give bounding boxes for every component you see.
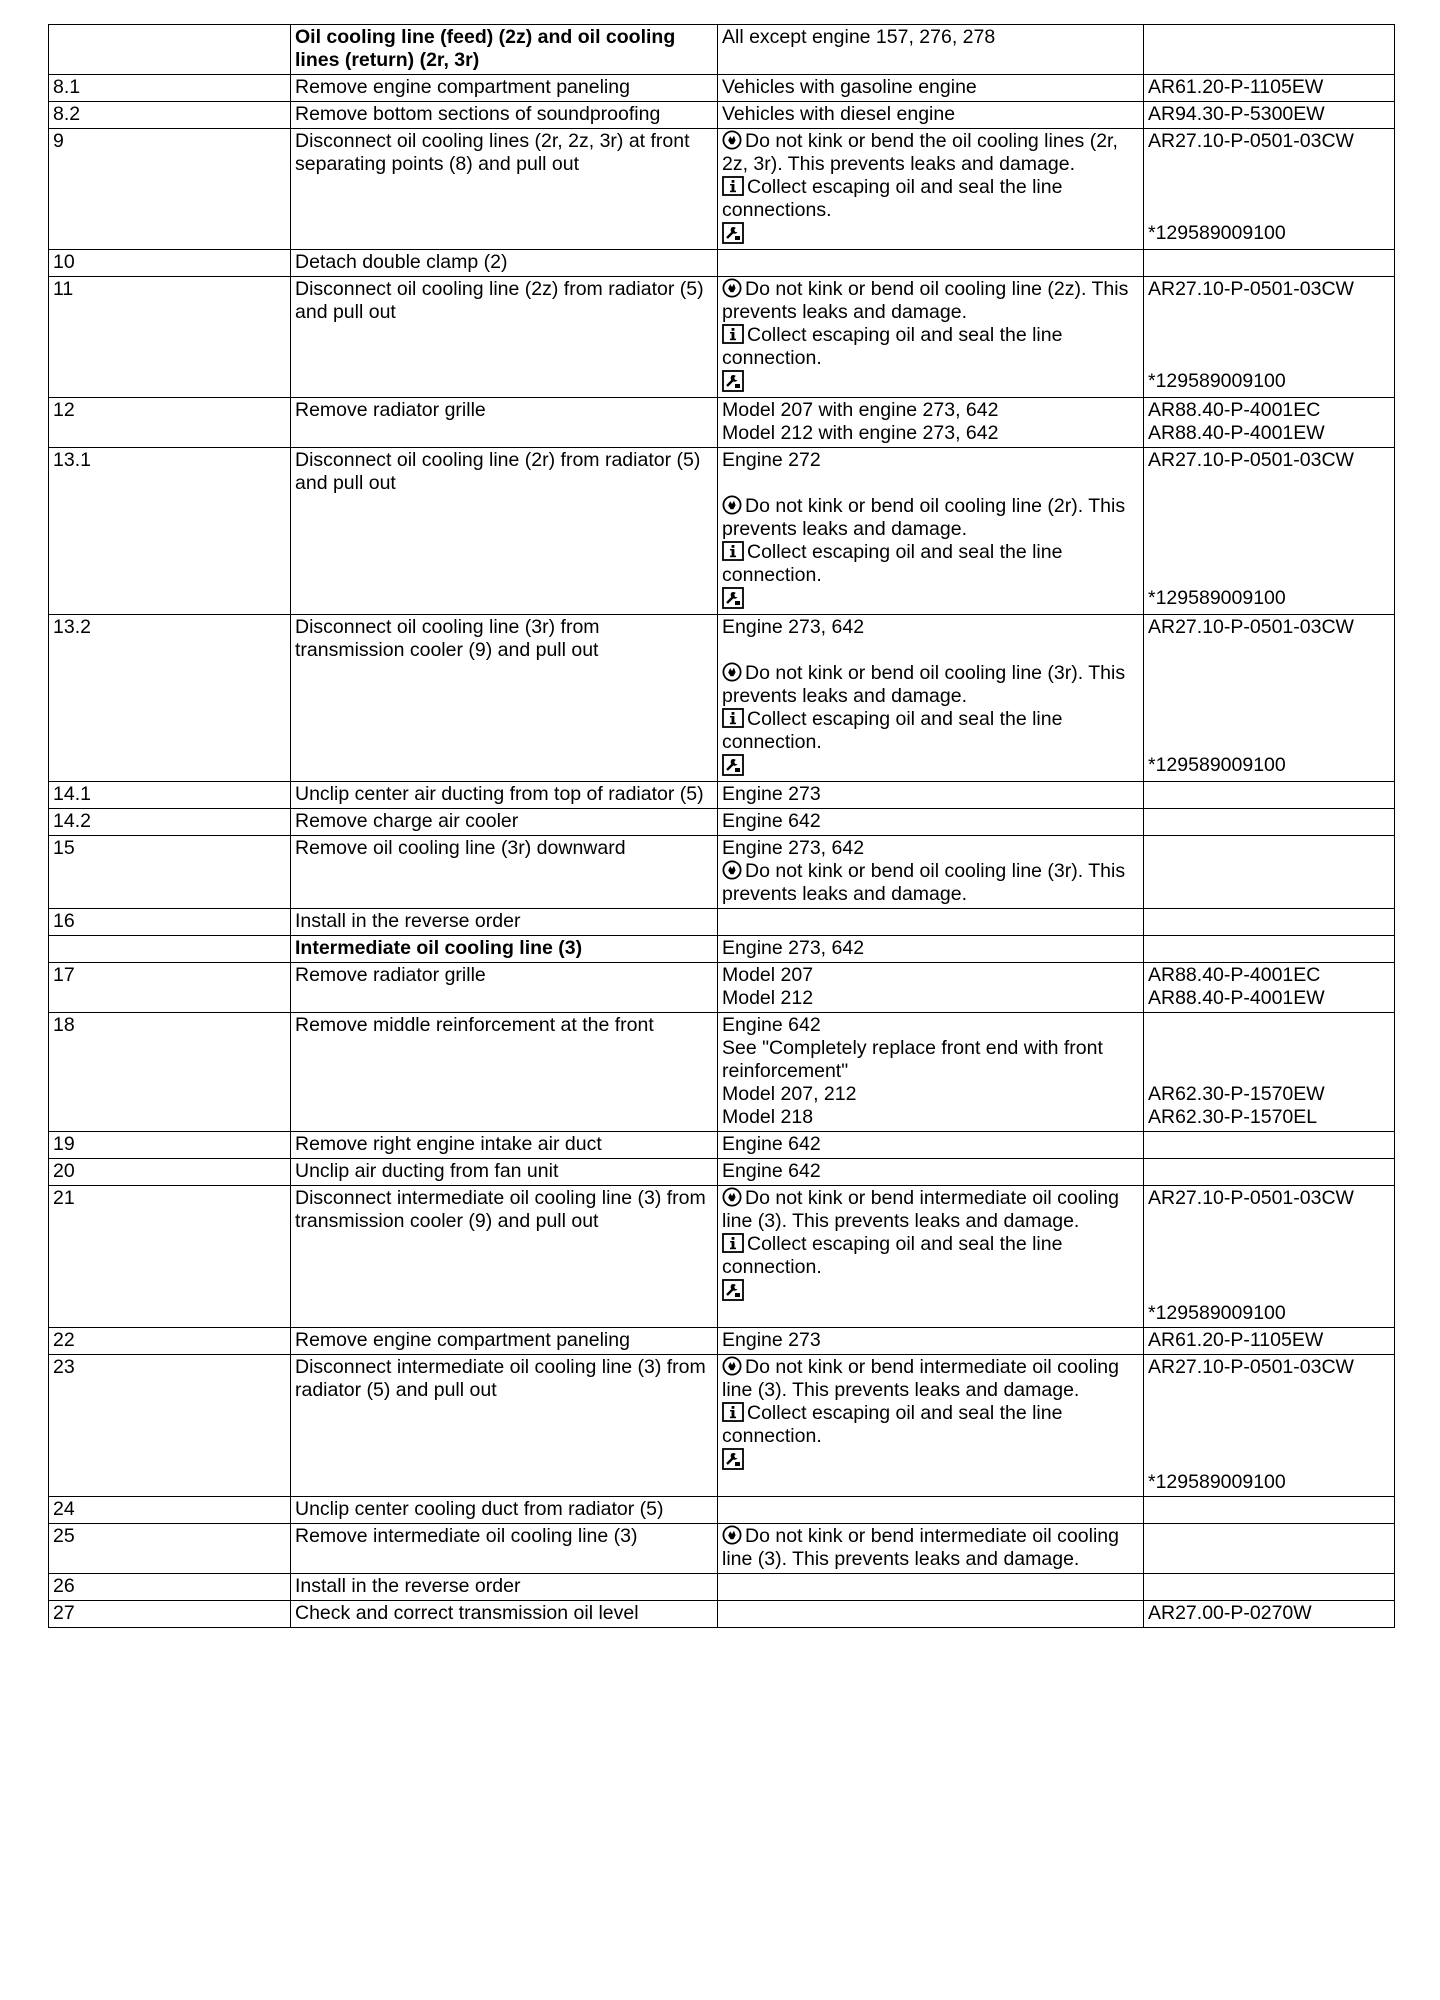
reference-document: AR61.20-P-1105EW: [1148, 1329, 1324, 1351]
note-text: Engine 273, 642: [722, 937, 865, 959]
step-notes: [718, 1574, 1144, 1601]
reference-cell: [1144, 909, 1395, 936]
spacer: [1148, 541, 1389, 564]
condition-text: [722, 76, 1138, 99]
section-heading: Oil cooling line (feed) (2z) and oil cooling lines (return) (2r, 3r): [291, 25, 718, 75]
reference-document: AR27.10-P-0501-03CW: [1148, 130, 1354, 152]
table-row: [49, 448, 1395, 615]
caution-note: [722, 1187, 1138, 1233]
caution-note: [722, 130, 1138, 176]
step-notes: [718, 936, 1144, 963]
procedure-document: [48, 24, 1394, 1628]
condition-text: [722, 837, 1138, 860]
step-number: 26: [49, 1574, 291, 1601]
step-number: 24: [49, 1497, 291, 1524]
special-tool-note: [722, 222, 1138, 247]
step-action: Remove charge air cooler: [291, 809, 718, 836]
step-action: Unclip center air ducting from top of radiator (5): [291, 782, 718, 809]
condition-text: [722, 26, 1138, 49]
table-row: [49, 809, 1395, 836]
info-icon: [722, 1233, 744, 1253]
reference-cell: [1144, 1497, 1395, 1524]
step-action: Unclip center cooling duct from radiator (5): [291, 1497, 718, 1524]
step-action: Install in the reverse order: [291, 1574, 718, 1601]
note-text: Engine 272: [722, 449, 821, 471]
step-action: Remove oil cooling line (3r) downward: [291, 836, 718, 909]
step-number: 16: [49, 909, 291, 936]
step-action: Disconnect oil cooling line (2z) from radiator (5) and pull out: [291, 277, 718, 398]
reference-document: AR27.10-P-0501-03CW: [1148, 1356, 1354, 1378]
step-number: 20: [49, 1159, 291, 1186]
reference-cell: [1144, 1013, 1395, 1132]
step-notes: [718, 75, 1144, 102]
step-notes: [718, 1497, 1144, 1524]
reference-cell: [1144, 398, 1395, 448]
caution-note: [722, 278, 1138, 324]
reference-document: AR62.30-P-1570EL: [1148, 1106, 1318, 1128]
note-text: Do not kink or bend intermediate oil cooling line (3). This prevents leaks and damage.: [722, 1187, 1119, 1232]
step-action: Remove intermediate oil cooling line (3): [291, 1524, 718, 1574]
spacer: [722, 472, 1138, 495]
step-notes: [718, 1601, 1144, 1628]
step-number: 17: [49, 963, 291, 1013]
step-action: Check and correct transmission oil level: [291, 1601, 718, 1628]
condition-text: [722, 1083, 1138, 1106]
caution-icon: [722, 495, 742, 515]
spacer: [1148, 1402, 1389, 1425]
info-icon: [722, 176, 744, 196]
spacer: [1148, 1037, 1389, 1060]
reference-cell: [1144, 782, 1395, 809]
step-action: Disconnect oil cooling lines (2r, 2z, 3r) at front separating points (8) and pull out: [291, 129, 718, 250]
special-tool-icon: [722, 370, 744, 392]
table-row: [49, 250, 1395, 277]
caution-icon: [722, 662, 742, 682]
reference-cell: [1144, 1524, 1395, 1574]
step-notes: [718, 1132, 1144, 1159]
info-note: [722, 1233, 1138, 1279]
special-tool-note: [722, 1279, 1138, 1304]
step-action: Remove middle reinforcement at the front: [291, 1013, 718, 1132]
note-text: Collect escaping oil and seal the line connection.: [722, 324, 1063, 369]
reference-document: AR88.40-P-4001EW: [1148, 987, 1325, 1009]
step-action: Remove bottom sections of soundproofing: [291, 102, 718, 129]
step-number: 11: [49, 277, 291, 398]
step-action: Detach double clamp (2): [291, 250, 718, 277]
note-text: Model 218: [722, 1106, 814, 1128]
note-text: Model 212 with engine 273, 642: [722, 422, 999, 444]
spacer: [1148, 199, 1389, 222]
caution-icon: [722, 1525, 742, 1545]
note-text: Do not kink or bend the oil cooling lines (2r, 2z, 3r). This prevents leaks and damage.: [722, 130, 1118, 175]
reference-document: AR62.30-P-1570EW: [1148, 1083, 1325, 1105]
procedure-table-body: [49, 25, 1395, 1628]
table-row: [49, 129, 1395, 250]
step-number: 19: [49, 1132, 291, 1159]
table-row: [49, 1013, 1395, 1132]
caution-note: [722, 662, 1138, 708]
step-number: 21: [49, 1186, 291, 1328]
step-action: Disconnect oil cooling line (3r) from transmission cooler (9) and pull out: [291, 615, 718, 782]
condition-text: [722, 616, 1138, 639]
note-text: Collect escaping oil and seal the line connection.: [722, 541, 1063, 586]
step-notes: [718, 615, 1144, 782]
condition-text: [722, 783, 1138, 806]
step-notes: [718, 1013, 1144, 1132]
caution-note: [722, 1525, 1138, 1571]
note-text: See "Completely replace front end with front reinforcement": [722, 1037, 1103, 1082]
table-row: [49, 1132, 1395, 1159]
special-tool-icon: [722, 1279, 744, 1301]
spacer: [1148, 1233, 1389, 1256]
spacer: [1148, 495, 1389, 518]
spacer: [1148, 731, 1389, 754]
step-notes: [718, 836, 1144, 909]
spacer: [1148, 347, 1389, 370]
special-tool-note: [722, 587, 1138, 612]
table-row: [49, 1601, 1395, 1628]
spacer: [1148, 1014, 1389, 1037]
reference-document: AR27.10-P-0501-03CW: [1148, 616, 1354, 638]
note-text: Vehicles with gasoline engine: [722, 76, 977, 98]
condition-text: [722, 1133, 1138, 1156]
note-text: Engine 642: [722, 1014, 821, 1036]
condition-text: [722, 937, 1138, 960]
spacer: [1148, 1060, 1389, 1083]
step-number: 25: [49, 1524, 291, 1574]
step-notes: [718, 1355, 1144, 1497]
step-number: 23: [49, 1355, 291, 1497]
spacer: [1148, 176, 1389, 199]
step-number: 13.2: [49, 615, 291, 782]
reference-cell: [1144, 1574, 1395, 1601]
note-text: Engine 273: [722, 783, 821, 805]
spacer: [1148, 564, 1389, 587]
table-row: [49, 1497, 1395, 1524]
step-notes: [718, 782, 1144, 809]
step-action: Remove right engine intake air duct: [291, 1132, 718, 1159]
reference-cell: [1144, 809, 1395, 836]
reference-cell: [1144, 1186, 1395, 1328]
reference-cell: [1144, 1132, 1395, 1159]
note-text: Do not kink or bend oil cooling line (2r). This prevents leaks and damage.: [722, 495, 1126, 540]
note-text: Engine 273, 642: [722, 616, 865, 638]
condition-text: [722, 964, 1138, 987]
step-notes: [718, 1159, 1144, 1186]
caution-icon: [722, 278, 742, 298]
info-icon: [722, 324, 744, 344]
condition-text: [722, 103, 1138, 126]
table-row: [49, 1186, 1395, 1328]
reference-cell: [1144, 836, 1395, 909]
special-tool-note: [722, 1448, 1138, 1473]
step-action: Disconnect oil cooling line (2r) from radiator (5) and pull out: [291, 448, 718, 615]
reference-cell: [1144, 25, 1395, 75]
note-text: Model 207: [722, 964, 814, 986]
step-notes: [718, 1186, 1144, 1328]
caution-note: [722, 495, 1138, 541]
table-row: [49, 25, 1395, 75]
info-icon: [722, 708, 744, 728]
spacer: [1148, 1210, 1389, 1233]
reference-cell: [1144, 250, 1395, 277]
table-row: [49, 782, 1395, 809]
spacer: [1148, 301, 1389, 324]
step-action: Disconnect intermediate oil cooling line (3) from radiator (5) and pull out: [291, 1355, 718, 1497]
condition-text: [722, 399, 1138, 422]
step-notes: [718, 398, 1144, 448]
step-number: 22: [49, 1328, 291, 1355]
step-action: Install in the reverse order: [291, 909, 718, 936]
reference-cell: [1144, 75, 1395, 102]
spacer: [1148, 685, 1389, 708]
reference-document: AR27.10-P-0501-03CW: [1148, 278, 1354, 300]
step-action: Remove engine compartment paneling: [291, 1328, 718, 1355]
tool-part-number: *129589009100: [1148, 1302, 1286, 1324]
special-tool-note: [722, 370, 1138, 395]
spacer: [1148, 518, 1389, 541]
step-number: 8.1: [49, 75, 291, 102]
special-tool-note: [722, 754, 1138, 779]
step-number: 14.1: [49, 782, 291, 809]
reference-cell: [1144, 1355, 1395, 1497]
note-text: Engine 642: [722, 1160, 821, 1182]
reference-cell: [1144, 129, 1395, 250]
condition-text: [722, 1037, 1138, 1083]
step-notes: [718, 277, 1144, 398]
caution-note: [722, 1356, 1138, 1402]
spacer: [1148, 1279, 1389, 1302]
table-row: [49, 398, 1395, 448]
step-action: Remove engine compartment paneling: [291, 75, 718, 102]
table-row: [49, 836, 1395, 909]
info-note: [722, 176, 1138, 222]
note-text: Collect escaping oil and seal the line connection.: [722, 708, 1063, 753]
note-text: Engine 642: [722, 1133, 821, 1155]
step-number: 18: [49, 1013, 291, 1132]
spacer: [1148, 662, 1389, 685]
reference-cell: [1144, 936, 1395, 963]
info-note: [722, 324, 1138, 370]
note-text: Do not kink or bend intermediate oil cooling line (3). This prevents leaks and damage.: [722, 1525, 1119, 1570]
table-row: [49, 1328, 1395, 1355]
step-notes: [718, 1524, 1144, 1574]
condition-text: [722, 1106, 1138, 1129]
info-note: [722, 1402, 1138, 1448]
note-text: Model 207 with engine 273, 642: [722, 399, 999, 421]
table-row: [49, 963, 1395, 1013]
step-notes: [718, 1328, 1144, 1355]
condition-text: [722, 1329, 1138, 1352]
step-number: 12: [49, 398, 291, 448]
reference-cell: [1144, 277, 1395, 398]
step-action: Remove radiator grille: [291, 398, 718, 448]
spacer: [1148, 472, 1389, 495]
tool-part-number: *129589009100: [1148, 370, 1286, 392]
table-row: [49, 1524, 1395, 1574]
procedure-table: [48, 24, 1395, 1628]
spacer: [1148, 1256, 1389, 1279]
reference-cell: [1144, 1159, 1395, 1186]
condition-text: [722, 987, 1138, 1010]
caution-icon: [722, 860, 742, 880]
caution-icon: [722, 1187, 742, 1207]
note-text: Vehicles with diesel engine: [722, 103, 956, 125]
step-action: Disconnect intermediate oil cooling line (3) from transmission cooler (9) and pull out: [291, 1186, 718, 1328]
table-row: [49, 615, 1395, 782]
table-row: [49, 936, 1395, 963]
step-notes: [718, 250, 1144, 277]
note-text: Collect escaping oil and seal the line connection.: [722, 1233, 1063, 1278]
step-number: 8.2: [49, 102, 291, 129]
step-notes: [718, 448, 1144, 615]
tool-part-number: *129589009100: [1148, 222, 1286, 244]
note-text: Collect escaping oil and seal the line connections.: [722, 176, 1063, 221]
condition-text: [722, 1160, 1138, 1183]
reference-document: AR88.40-P-4001EC: [1148, 399, 1321, 421]
table-row: [49, 75, 1395, 102]
note-text: Do not kink or bend oil cooling line (3r). This prevents leaks and damage.: [722, 860, 1126, 905]
spacer: [1148, 1448, 1389, 1471]
note-text: Model 207, 212: [722, 1083, 857, 1105]
note-text: Do not kink or bend intermediate oil cooling line (3). This prevents leaks and damage.: [722, 1356, 1119, 1401]
step-number: 15: [49, 836, 291, 909]
step-notes: [718, 102, 1144, 129]
reference-document: AR27.00-P-0270W: [1148, 1602, 1312, 1624]
note-text: Engine 273: [722, 1329, 821, 1351]
step-number: 9: [49, 129, 291, 250]
reference-cell: [1144, 615, 1395, 782]
reference-cell: [1144, 1328, 1395, 1355]
step-action: Unclip air ducting from fan unit: [291, 1159, 718, 1186]
step-notes: [718, 909, 1144, 936]
table-row: [49, 277, 1395, 398]
table-row: [49, 1574, 1395, 1601]
table-row: [49, 1355, 1395, 1497]
info-note: [722, 708, 1138, 754]
condition-text: [722, 1014, 1138, 1037]
reference-cell: [1144, 448, 1395, 615]
info-icon: [722, 1402, 744, 1422]
caution-icon: [722, 130, 742, 150]
step-number: 27: [49, 1601, 291, 1628]
step-notes: [718, 809, 1144, 836]
spacer: [1148, 324, 1389, 347]
spacer: [1148, 1425, 1389, 1448]
reference-document: AR94.30-P-5300EW: [1148, 103, 1325, 125]
condition-text: [722, 449, 1138, 472]
spacer: [1148, 1379, 1389, 1402]
note-text: Model 212: [722, 987, 814, 1009]
condition-text: [722, 422, 1138, 445]
reference-cell: [1144, 102, 1395, 129]
tool-part-number: *129589009100: [1148, 1471, 1286, 1493]
step-notes: [718, 963, 1144, 1013]
spacer: [722, 639, 1138, 662]
tool-part-number: *129589009100: [1148, 754, 1286, 776]
note-text: Do not kink or bend oil cooling line (2z). This prevents leaks and damage.: [722, 278, 1129, 323]
condition-text: [722, 810, 1138, 833]
note-text: Do not kink or bend oil cooling line (3r). This prevents leaks and damage.: [722, 662, 1126, 707]
reference-cell: [1144, 1601, 1395, 1628]
note-text: All except engine 157, 276, 278: [722, 26, 996, 48]
special-tool-icon: [722, 222, 744, 244]
section-heading: Intermediate oil cooling line (3): [291, 936, 718, 963]
step-number: 10: [49, 250, 291, 277]
spacer: [1148, 708, 1389, 731]
step-action: Remove radiator grille: [291, 963, 718, 1013]
reference-document: AR88.40-P-4001EW: [1148, 422, 1325, 444]
step-number: [49, 25, 291, 75]
spacer: [1148, 153, 1389, 176]
step-number: 14.2: [49, 809, 291, 836]
info-note: [722, 541, 1138, 587]
special-tool-icon: [722, 754, 744, 776]
reference-document: AR61.20-P-1105EW: [1148, 76, 1324, 98]
reference-document: AR27.10-P-0501-03CW: [1148, 449, 1354, 471]
step-notes: [718, 129, 1144, 250]
reference-document: AR88.40-P-4001EC: [1148, 964, 1321, 986]
step-notes: [718, 25, 1144, 75]
special-tool-icon: [722, 1448, 744, 1470]
spacer: [1148, 639, 1389, 662]
note-text: Engine 273, 642: [722, 837, 865, 859]
reference-cell: [1144, 963, 1395, 1013]
special-tool-icon: [722, 587, 744, 609]
note-text: Engine 642: [722, 810, 821, 832]
info-icon: [722, 541, 744, 561]
tool-part-number: *129589009100: [1148, 587, 1286, 609]
table-row: [49, 102, 1395, 129]
step-number: 13.1: [49, 448, 291, 615]
step-number: [49, 936, 291, 963]
table-row: [49, 909, 1395, 936]
caution-note: [722, 860, 1138, 906]
note-text: Collect escaping oil and seal the line connection.: [722, 1402, 1063, 1447]
caution-icon: [722, 1356, 742, 1376]
table-row: [49, 1159, 1395, 1186]
reference-document: AR27.10-P-0501-03CW: [1148, 1187, 1354, 1209]
